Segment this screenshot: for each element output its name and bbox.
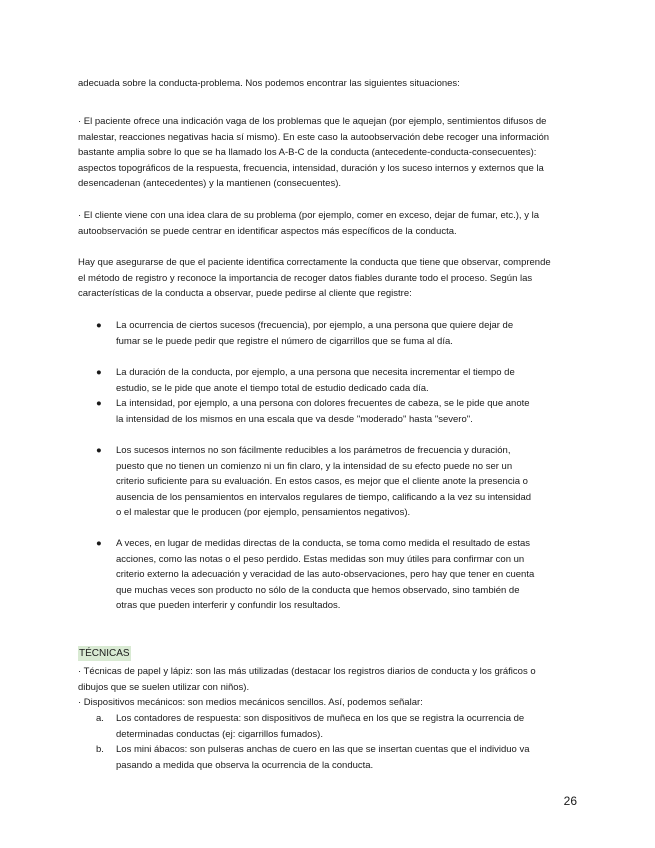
bullet-text: La duración de la conducta, por ejemplo, a una persona que necesita incrementar el tiempo de estudio, se le pide que anote el tiempo total de estudio dedicado cada día. <box>116 367 515 394</box>
lettered-item-a <box>96 711 536 742</box>
lettered-item-b <box>96 742 536 773</box>
bullet-text: La intensidad, por ejemplo, a una persona con dolores frecuentes de cabeza, se le pide que anote la intensidad de los mismos en una escala que va desde "moderado" hasta "severo". <box>116 398 530 425</box>
section-heading-tecnicas: TÉCNICAS <box>79 648 130 659</box>
list-letter: a. <box>96 713 104 724</box>
bullet-text: La ocurrencia de ciertos sucesos (frecuencia), por ejemplo, a una persona que quiere dejar de fumar se le puede pedir que registre el número de cigarrillos que se fuma al día. <box>116 320 514 347</box>
bullet-item-indirect-measures <box>96 536 536 614</box>
bullet-item-frequency <box>96 318 536 349</box>
paragraph-registration: Hay que asegurarse de que el paciente identifica correctamente la conducta que tiene que observar, comprende el método de registro y reconoce la importancia de recoger datos fiables durante todo el proceso. Según las características de la conducta a observar, puede pedirse al cliente que registre: <box>78 257 551 300</box>
page-number: 26 <box>563 794 577 808</box>
bullet-item-duration <box>96 365 536 396</box>
bullet-marker: ● <box>96 445 102 456</box>
paragraph-mechanical-devices: · Dispositivos mecánicos: son medios mecánicos sencillos. Así, podemos señalar: <box>78 697 423 708</box>
paragraph-intro: adecuada sobre la conducta-problema. Nos podemos encontrar las siguientes situaciones: <box>78 78 460 89</box>
bullet-text: Los sucesos internos no son fácilmente reducibles a los parámetros de frecuencia y duración, puesto que no tienen un comienzo ni un fin claro, y la intensidad de su efecto puede no ser un criterio suficiente para su evaluación. En estos casos, es mejor que el cliente anote la presencia o ausencia de los pensamientos en intervalos regulares de tiempo, calificando a la vez su intensidad o el malestar que le producen (por ejemplo, pensamientos negativos). <box>116 445 532 519</box>
paragraph-clear-problem: · El cliente viene con una idea clara de su problema (por ejemplo, comer en exceso, dejar de fumar, etc.), y la autoobservación se puede centrar en identificar aspectos más específicos de la conducta. <box>78 210 539 237</box>
bullet-marker: ● <box>96 367 102 378</box>
bullet-marker: ● <box>96 398 102 409</box>
list-item-text: Los contadores de respuesta: son dispositivos de muñeca en los que se registra la ocurrencia de determinadas conductas (ej: cigarrillos fumados). <box>116 713 525 740</box>
paragraph-paper-pencil: · Técnicas de papel y lápiz: son las más utilizadas (destacar los registros diarios de conducta y los gráficos o dibujos que se suelen utilizar con niños). <box>78 666 536 693</box>
list-letter: b. <box>96 744 104 755</box>
bullet-marker: ● <box>96 320 102 331</box>
bullet-item-intensity <box>96 396 536 427</box>
bullet-item-internal-events <box>96 443 536 521</box>
bullet-text: A veces, en lugar de medidas directas de la conducta, se toma como medida el resultado de estas acciones, como las notas o el peso perdido. Estas medidas son muy útiles para confirmar con un criterio externo la adecuación y veracidad de las auto-observaciones, pero hay que tener en cuenta que muchas veces son producto no sólo de la conducta que hemos observado, sino también de otras que pueden interferir y confundir los resultados. <box>116 538 535 612</box>
bullet-marker: ● <box>96 538 102 549</box>
paragraph-vague-problem: · El paciente ofrece una indicación vaga de los problemas que le aquejan (por ejemplo, sentimientos difusos de malestar, reacciones negativas hacia sí mismo). En este caso la autoobservación debe recoger una información bastante amplia sobre lo que se ha llamado los A-B-C de la conducta (antecedente-conducta-consecuentes): aspectos topográficos de la respuesta, frecuencia, intensidad, duración y los suceso internos y externos que la desencadenan (antecedentes) y la mantienen (consecuentes). <box>78 116 550 190</box>
list-item-text: Los mini ábacos: son pulseras anchas de cuero en las que se insertan cuentas que el individuo va pasando a medida que observa la ocurrencia de la conducta. <box>116 744 530 771</box>
